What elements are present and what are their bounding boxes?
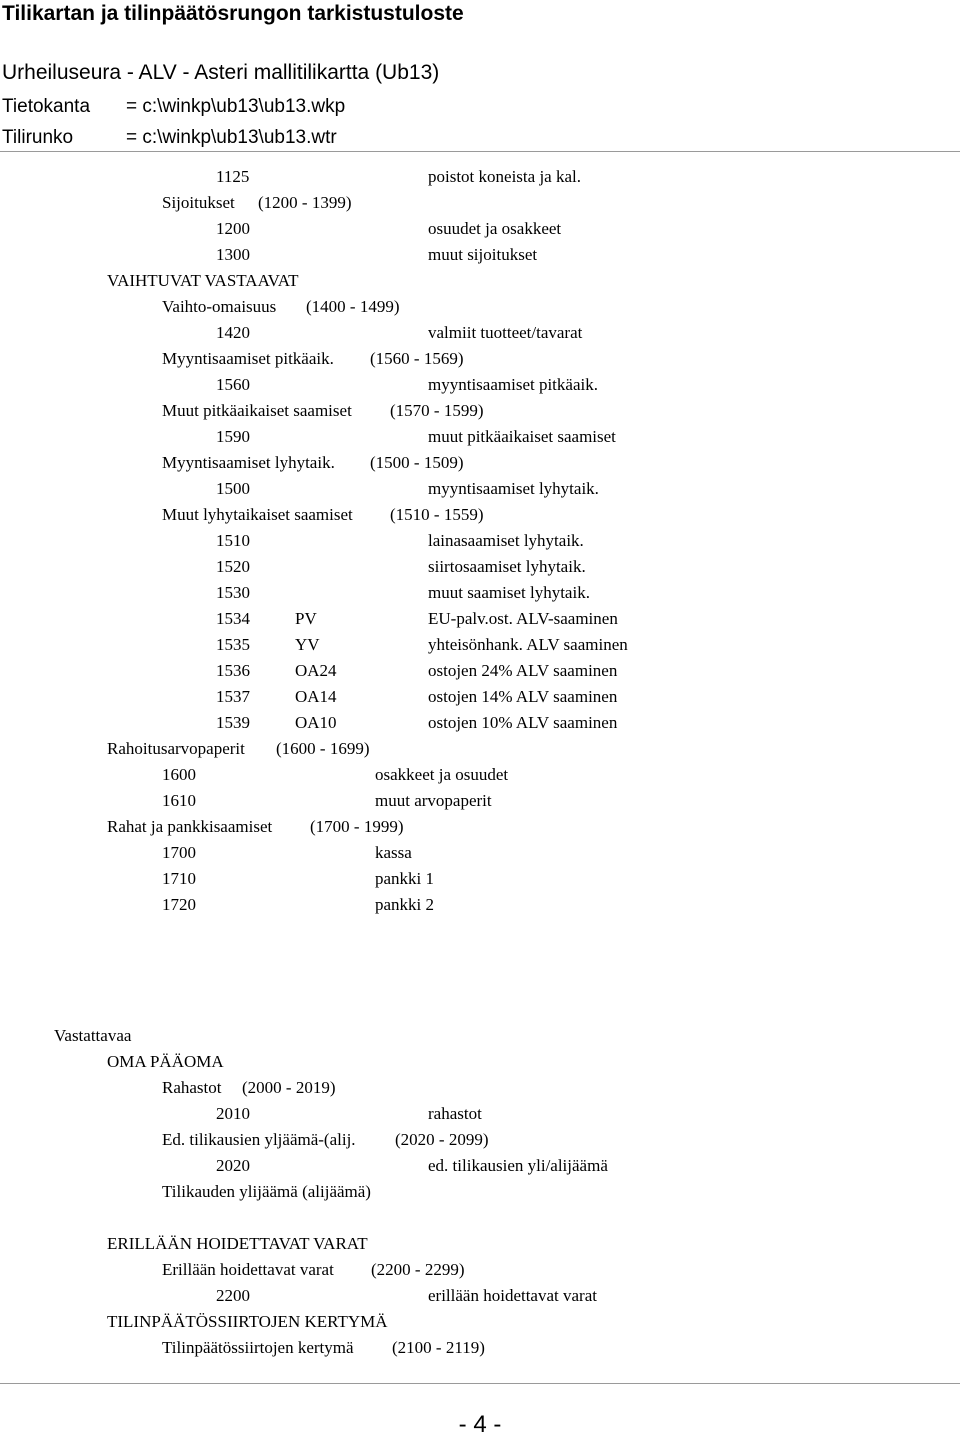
account-name: osuudet ja osakkeet xyxy=(428,219,562,238)
account-number: 1560 xyxy=(216,375,250,394)
group-range: (2020 - 2099) xyxy=(395,1130,489,1149)
vat-code: OA24 xyxy=(295,661,337,680)
account-number: 1510 xyxy=(216,531,250,550)
group-name: Myyntisaamiset pitkäaik. xyxy=(162,349,334,368)
vat-code: PV xyxy=(295,609,317,628)
group-range: (1400 - 1499) xyxy=(306,297,400,316)
report-subtitle: Urheiluseura - ALV - Asteri mallitilikartta (Ub13) xyxy=(2,61,440,84)
group-range: (1560 - 1569) xyxy=(370,349,464,368)
account-name: ostojen 24% ALV saaminen xyxy=(428,661,618,680)
account-number: 1539 xyxy=(216,713,250,732)
account-name: lainasaamiset lyhytaik. xyxy=(428,531,584,550)
vat-code: OA10 xyxy=(295,713,337,732)
account-name: pankki 2 xyxy=(375,895,435,914)
account-number: 1590 xyxy=(216,427,250,446)
group-name: Erillään hoidettavat varat xyxy=(162,1260,334,1279)
account-name: osakkeet ja osuudet xyxy=(375,765,509,784)
account-number: 1534 xyxy=(216,609,250,628)
group-range: (1570 - 1599) xyxy=(390,401,484,420)
group-range: (2000 - 2019) xyxy=(242,1078,336,1097)
account-name: erillään hoidettavat varat xyxy=(428,1286,597,1305)
group-range: (1510 - 1559) xyxy=(390,505,484,524)
frame-value: = c:\winkp\ub13\ub13.wtr xyxy=(126,127,337,148)
account-name: siirtosaamiset lyhytaik. xyxy=(428,557,586,576)
section-heading: VAIHTUVAT VASTAAVAT xyxy=(107,271,299,290)
frame-label: Tilirunko xyxy=(2,127,74,148)
account-number: 1700 xyxy=(162,843,196,862)
account-name: yhteisönhank. ALV saaminen xyxy=(428,635,628,654)
account-number: 2200 xyxy=(216,1286,250,1305)
account-number: 1125 xyxy=(216,167,250,186)
account-name: ostojen 10% ALV saaminen xyxy=(428,713,618,732)
account-name: muut sijoitukset xyxy=(428,245,538,264)
header-divider xyxy=(0,151,960,152)
group-range: (1500 - 1509) xyxy=(370,453,464,472)
footer-divider xyxy=(0,1383,960,1384)
account-name: myyntisaamiset pitkäaik. xyxy=(428,375,598,394)
group-name: Rahastot xyxy=(162,1078,222,1097)
account-number: 2020 xyxy=(216,1156,250,1175)
account-number: 1720 xyxy=(162,895,196,914)
account-number: 1610 xyxy=(162,791,196,810)
report-title: Tilikartan ja tilinpäätösrungon tarkistustuloste xyxy=(2,2,464,25)
group-name: Vaihto-omaisuus xyxy=(162,297,277,316)
group-name: Rahat ja pankkisaamiset xyxy=(107,817,273,836)
page-number: - 4 - xyxy=(458,1411,502,1438)
group-range: (2100 - 2119) xyxy=(392,1338,485,1357)
account-name: muut saamiset lyhytaik. xyxy=(428,583,590,602)
group-name: Muut lyhytaikaiset saamiset xyxy=(162,505,353,524)
account-name: muut arvopaperit xyxy=(375,791,492,810)
account-number: 1530 xyxy=(216,583,250,602)
group-name: Ed. tilikausien yljäämä-(alij. xyxy=(162,1130,356,1149)
group-range: (1700 - 1999) xyxy=(310,817,404,836)
group-name: Myyntisaamiset lyhytaik. xyxy=(162,453,335,472)
account-name: myyntisaamiset lyhytaik. xyxy=(428,479,599,498)
database-value: = c:\winkp\ub13\ub13.wkp xyxy=(126,96,346,117)
account-number: 1600 xyxy=(162,765,196,784)
group-range: (1600 - 1699) xyxy=(276,739,370,758)
account-number: 1300 xyxy=(216,245,250,264)
account-name: valmiit tuotteet/tavarat xyxy=(428,323,583,342)
account-number: 1710 xyxy=(162,869,196,888)
account-number: 1420 xyxy=(216,323,250,342)
database-label: Tietokanta xyxy=(2,96,91,117)
account-number: 1537 xyxy=(216,687,250,706)
account-number: 1520 xyxy=(216,557,250,576)
account-name: pankki 1 xyxy=(375,869,435,888)
account-name: poistot koneista ja kal. xyxy=(428,167,581,186)
vat-code: YV xyxy=(295,635,320,654)
account-name: ostojen 14% ALV saaminen xyxy=(428,687,618,706)
group-name: Sijoitukset xyxy=(162,193,235,212)
section-heading: Vastattavaa xyxy=(54,1026,132,1045)
account-number: 1500 xyxy=(216,479,250,498)
account-number: 2010 xyxy=(216,1104,250,1123)
vat-code: OA14 xyxy=(295,687,337,706)
section-heading: TILINPÄÄTÖSSIIRTOJEN KERTYMÄ xyxy=(107,1312,388,1331)
group-name: Tilinpäätössiirtojen kertymä xyxy=(162,1338,354,1357)
section-heading: OMA PÄÄOMA xyxy=(107,1052,224,1071)
group-range: (1200 - 1399) xyxy=(258,193,352,212)
section-heading: ERILLÄÄN HOIDETTAVAT VARAT xyxy=(107,1234,368,1253)
group-name: Tilikauden ylijäämä (alijäämä) xyxy=(162,1182,371,1201)
account-number: 1536 xyxy=(216,661,250,680)
account-name: muut pitkäaikaiset saamiset xyxy=(428,427,616,446)
group-range: (2200 - 2299) xyxy=(371,1260,465,1279)
account-number: 1200 xyxy=(216,219,250,238)
account-name: kassa xyxy=(375,843,412,862)
group-name: Muut pitkäaikaiset saamiset xyxy=(162,401,352,420)
group-name: Rahoitusarvopaperit xyxy=(107,739,245,758)
account-name: rahastot xyxy=(428,1104,482,1123)
account-number: 1535 xyxy=(216,635,250,654)
account-name: EU-palv.ost. ALV-saaminen xyxy=(428,609,618,628)
account-name: ed. tilikausien yli/alijäämä xyxy=(428,1156,608,1175)
